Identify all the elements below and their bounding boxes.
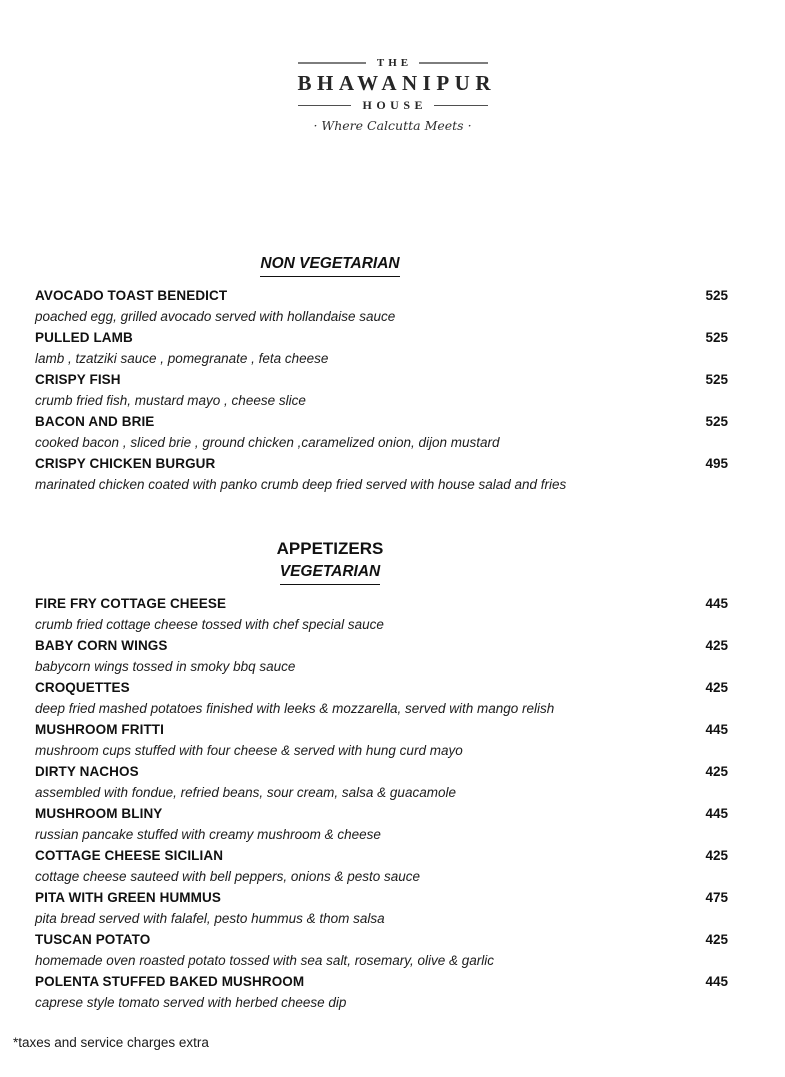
logo-tagline: · Where Calcutta Meets · [313, 118, 472, 133]
menu-section [35, 537, 728, 1013]
item-name: BABY CORN WINGS [35, 638, 168, 653]
item-line [35, 593, 728, 614]
menu-item [35, 285, 728, 327]
item-name: AVOCADO TOAST BENEDICT [35, 288, 228, 303]
item-line [35, 285, 728, 306]
item-line [35, 719, 728, 740]
item-name: POLENTA STUFFED BAKED MUSHROOM [35, 974, 305, 989]
menu-item [35, 593, 728, 635]
item-line [35, 453, 728, 474]
item-price: 445 [705, 974, 728, 989]
item-line [35, 369, 728, 390]
menu-section [35, 253, 728, 495]
item-name: CRISPY FISH [35, 372, 121, 387]
section-items [35, 285, 728, 495]
logo-rule-right-icon [419, 62, 487, 64]
logo-word-house: HOUSE [362, 98, 428, 112]
item-description: russian pancake stuffed with creamy mushroom & cheese [35, 827, 381, 842]
logo-house-row [298, 98, 488, 113]
item-description: crumb fried fish, mustard mayo , cheese slice [35, 393, 306, 408]
item-description: pita bread served with falafel, pesto hummus & thom salsa [35, 911, 385, 926]
menu-item [35, 929, 728, 971]
logo-rule-right-icon [434, 105, 488, 107]
menu-item [35, 761, 728, 803]
logo-name: BHAWANIPUR [297, 71, 497, 95]
item-line [35, 677, 728, 698]
menu-item [35, 411, 728, 453]
logo-rule-left-icon [298, 62, 366, 64]
item-name: DIRTY NACHOS [35, 764, 139, 779]
item-name: PULLED LAMB [35, 330, 133, 345]
item-description: babycorn wings tossed in smoky bbq sauce [35, 659, 296, 674]
item-line [35, 803, 728, 824]
item-description: cottage cheese sauteed with bell peppers, onions & pesto sauce [35, 869, 421, 884]
section-heading-wrap [35, 537, 625, 585]
item-description: crumb fried cottage cheese tossed with chef special sauce [35, 617, 384, 632]
item-price: 425 [705, 848, 728, 863]
item-description: mushroom cups stuffed with four cheese & served with hung curd mayo [35, 743, 463, 758]
item-price: 445 [705, 596, 728, 611]
item-description: deep fried mashed potatoes finished with leeks & mozzarella, served with mango relish [35, 701, 555, 716]
item-description: assembled with fondue, refried beans, sour cream, salsa & guacamole [35, 785, 456, 800]
item-line [35, 929, 728, 950]
item-name: CRISPY CHICKEN BURGUR [35, 456, 216, 471]
item-price: 425 [705, 638, 728, 653]
menu-item [35, 887, 728, 929]
menu-item [35, 327, 728, 369]
restaurant-logo [297, 57, 497, 133]
item-price: 525 [705, 330, 728, 345]
footer-note: *taxes and service charges extra [13, 1035, 209, 1050]
item-description: cooked bacon , sliced brie , ground chicken ,caramelized onion, dijon mustard [35, 435, 500, 450]
menu-content [35, 195, 728, 1013]
item-line [35, 411, 728, 432]
item-description: poached egg, grilled avocado served with hollandaise sauce [35, 309, 396, 324]
section-title: APPETIZERS [276, 539, 384, 558]
item-description: marinated chicken coated with panko crumb deep fried served with house salad and fries [35, 477, 567, 492]
menu-item [35, 677, 728, 719]
logo-word-the: THE [376, 57, 413, 69]
item-price: 525 [705, 414, 728, 429]
item-name: FIRE FRY COTTAGE CHEESE [35, 596, 227, 611]
section-items [35, 593, 728, 1013]
item-description: caprese style tomato served with herbed cheese dip [35, 995, 347, 1010]
item-price: 445 [705, 806, 728, 821]
item-description: homemade oven roasted potato tossed with sea salt, rosemary, olive & garlic [35, 953, 494, 968]
section-heading: NON VEGETARIAN [35, 253, 625, 277]
item-name: COTTAGE CHEESE SICILIAN [35, 848, 224, 863]
section-heading-wrap [35, 253, 625, 277]
item-name: CROQUETTES [35, 680, 130, 695]
item-name: PITA WITH GREEN HUMMUS [35, 890, 221, 905]
item-price: 425 [705, 764, 728, 779]
item-name: MUSHROOM FRITTI [35, 722, 164, 737]
menu-item [35, 845, 728, 887]
item-price: 525 [705, 372, 728, 387]
item-price: 495 [705, 456, 728, 471]
menu-item [35, 369, 728, 411]
item-line [35, 635, 728, 656]
menu-item [35, 971, 728, 1013]
menu-item [35, 803, 728, 845]
menu-item [35, 453, 728, 495]
item-price: 445 [705, 722, 728, 737]
logo-rule-left-icon [298, 105, 352, 107]
item-name: MUSHROOM BLINY [35, 806, 163, 821]
item-name: TUSCAN POTATO [35, 932, 151, 947]
item-price: 425 [705, 932, 728, 947]
menu-item [35, 719, 728, 761]
item-name: BACON AND BRIE [35, 414, 155, 429]
item-price: 475 [705, 890, 728, 905]
item-line [35, 845, 728, 866]
logo-the-row [298, 57, 488, 69]
section-heading: VEGETARIAN [35, 561, 625, 585]
menu-page [0, 57, 785, 1077]
item-line [35, 971, 728, 992]
item-price: 425 [705, 680, 728, 695]
item-description: lamb , tzatziki sauce , pomegranate , feta cheese [35, 351, 329, 366]
item-line [35, 887, 728, 908]
item-line [35, 327, 728, 348]
item-price: 525 [705, 288, 728, 303]
menu-item [35, 635, 728, 677]
item-line [35, 761, 728, 782]
